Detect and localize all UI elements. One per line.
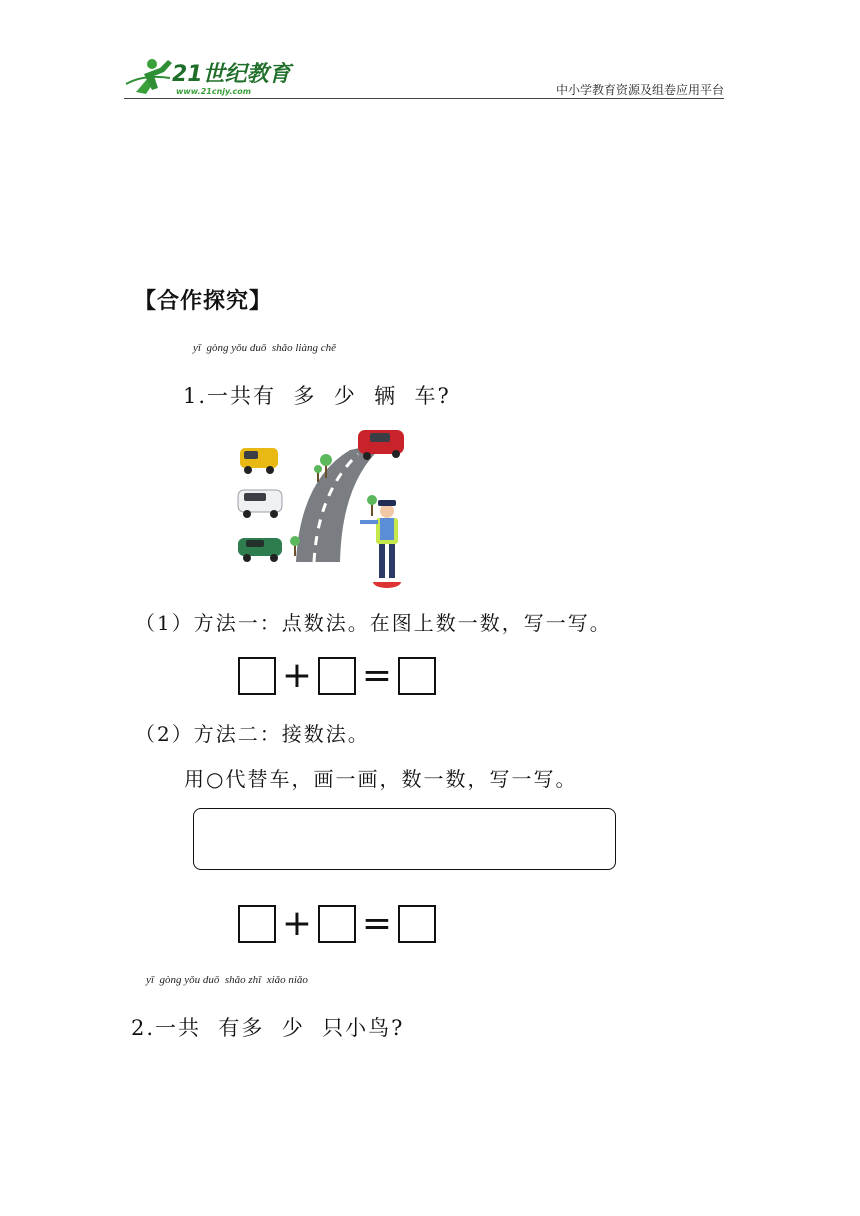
section-heading: 【合作探究】	[134, 288, 273, 314]
equals-sign: =	[361, 903, 393, 944]
answer-box[interactable]	[318, 905, 356, 943]
plus-sign: +	[281, 655, 313, 696]
q2-text: 2.一共 有多 少 只小鸟?	[131, 1016, 405, 1040]
q1-pinyin: yī gòng yǒu duō shǎo liàng chē	[193, 342, 336, 354]
answer-box[interactable]	[318, 657, 356, 695]
drawing-area[interactable]	[193, 808, 616, 870]
site-tagline: 中小学教育资源及组卷应用平台	[555, 83, 724, 97]
equation-two	[238, 905, 436, 943]
plus-sign: +	[281, 903, 313, 944]
green-car-icon	[238, 538, 282, 562]
answer-box[interactable]	[238, 905, 276, 943]
answer-box[interactable]	[398, 657, 436, 695]
logo-text: 21世纪教育	[172, 62, 291, 87]
logo-url: www.21cnjy.com	[176, 87, 252, 96]
red-car-icon	[358, 430, 404, 460]
header-divider	[124, 98, 724, 99]
q2-pinyin: yī gòng yǒu duō shǎo zhī xiǎo niǎo	[146, 974, 308, 986]
q1-text: 1.一共有 多 少 辆 车?	[183, 384, 451, 408]
police-officer-icon	[360, 500, 401, 588]
answer-box[interactable]	[398, 905, 436, 943]
site-logo	[124, 54, 294, 100]
method-two-text: （2）方法二：接数法。	[135, 722, 370, 746]
equals-sign: =	[361, 655, 393, 696]
answer-box[interactable]	[238, 657, 276, 695]
drawing-instruction: 用○代替车，画一画，数一数，写一写。	[184, 767, 578, 791]
white-car-icon	[238, 490, 282, 518]
tree-icon	[367, 495, 377, 516]
method-one-text: （1）方法一：点数法。在图上数一数，写一写。	[135, 611, 612, 635]
yellow-car-icon	[240, 448, 278, 474]
cars-road-illustration	[230, 420, 420, 592]
equation-one	[238, 657, 436, 695]
